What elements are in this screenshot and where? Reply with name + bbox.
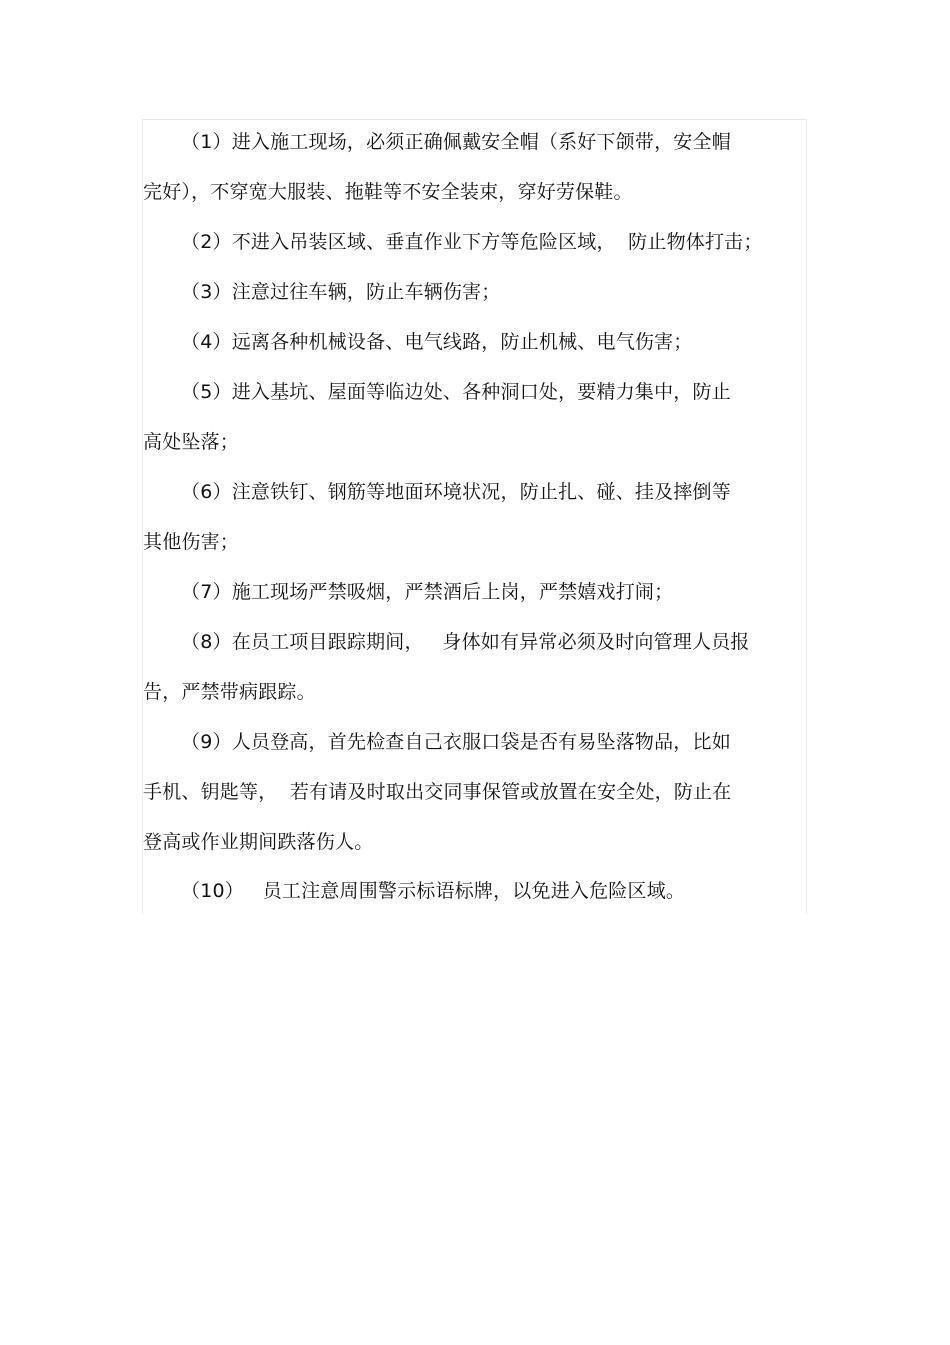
- paragraph-1-line-2: 完好），不穿宽大服装、拖鞋等不安全装束，穿好劳保鞋。: [143, 181, 633, 203]
- paragraph-8-line-2: 告，严禁带病跟踪。: [143, 681, 316, 703]
- paragraph-6-line-1: （6）注意铁钉、钢筋等地面环境状况，防止扎、碰、挂及摔倒等: [181, 481, 731, 503]
- paragraph-5-line-1: （5）进入基坑、屋面等临边处、各种洞口处，要精力集中，防止: [181, 381, 731, 403]
- paragraph-8-line-1: （8）在员工项目跟踪期间， 身体如有异常必须及时向管理人员报: [181, 631, 750, 653]
- paragraph-9-line-1: （9）人员登高，首先检查自己衣服口袋是否有易坠落物品，比如: [181, 731, 731, 753]
- paragraph-10-line-1: （10） 员工注意周围警示标语标牌，以免进入危险区域。: [181, 880, 686, 902]
- paragraph-4-line-1: （4）远离各种机械设备、电气线路，防止机械、电气伤害；: [181, 331, 693, 353]
- paragraph-7-line-1: （7）施工现场严禁吸烟，严禁酒后上岗，严禁嬉戏打闹；: [181, 581, 674, 603]
- paragraph-3-line-1: （3）注意过往车辆，防止车辆伤害；: [181, 281, 501, 303]
- paragraph-9-line-2: 手机、钥匙等， 若有请及时取出交同事保管或放置在安全处，防止在: [143, 781, 732, 803]
- paragraph-9-line-3: 登高或作业期间跌落伤人。: [143, 831, 374, 853]
- paragraph-6-line-2: 其他伤害；: [143, 531, 240, 553]
- paragraph-1-line-1: （1）进入施工现场，必须正确佩戴安全帽（系好下颌带，安全帽: [181, 131, 731, 153]
- paragraph-2-line-1: （2）不进入吊装区域、垂直作业下方等危险区域， 防止物体打击；: [181, 231, 763, 253]
- paragraph-5-line-2: 高处坠落；: [143, 431, 240, 453]
